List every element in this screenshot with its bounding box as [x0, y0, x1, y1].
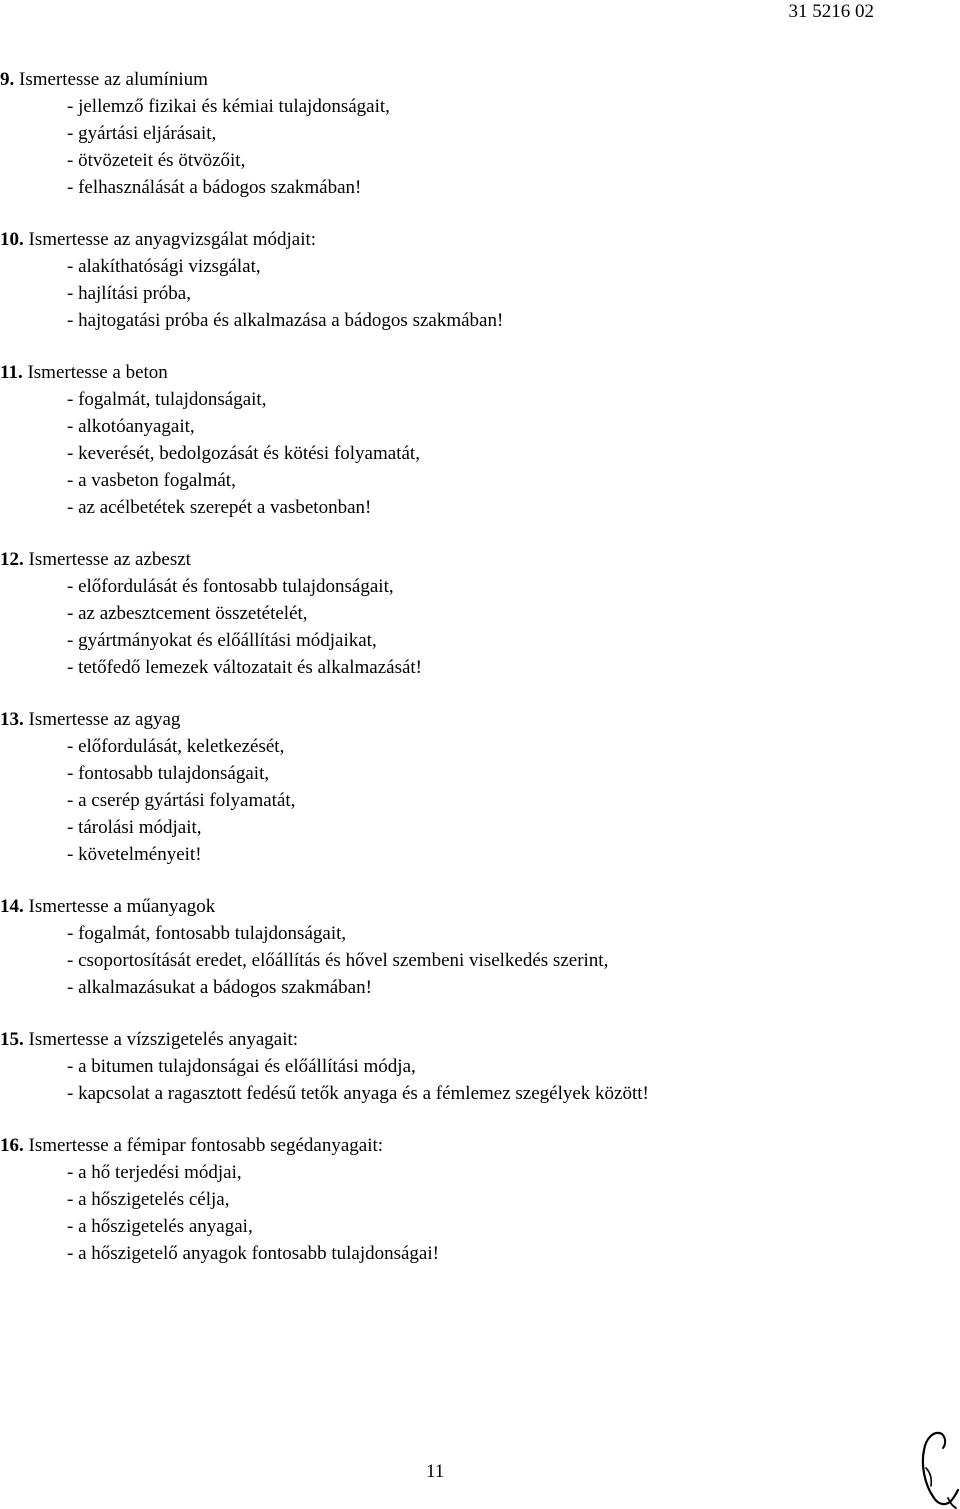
- question-item: - a bitumen tulajdonságai és előállítási módja,: [67, 1056, 416, 1077]
- question-13: [0, 706, 960, 868]
- question-10: [0, 226, 960, 334]
- question-heading: [0, 226, 960, 253]
- question-heading: [0, 359, 960, 386]
- signature-mark-icon: [912, 1428, 960, 1509]
- question-number: 9.: [0, 69, 15, 90]
- question-item: - felhasználását a bádogos szakmában!: [67, 177, 362, 198]
- question-title: Ismertesse az agyag: [28, 709, 181, 730]
- page-number: 11: [426, 1461, 445, 1482]
- question-item: - fontosabb tulajdonságait,: [67, 763, 270, 784]
- question-item: - kapcsolat a ragasztott fedésű tetők anyaga és a fémlemez szegélyek között!: [67, 1083, 649, 1104]
- question-title: Ismertesse a beton: [27, 362, 168, 383]
- question-number: 14.: [0, 896, 24, 917]
- question-title: Ismertesse az alumínium: [19, 69, 208, 90]
- question-item: - a cserép gyártási folyamatát,: [67, 790, 296, 811]
- question-number: 13.: [0, 709, 24, 730]
- question-heading: [0, 546, 960, 573]
- question-item: - alakíthatósági vizsgálat,: [67, 256, 261, 277]
- question-item: - az azbesztcement összetételét,: [67, 603, 308, 624]
- question-item: - a hőszigetelés célja,: [67, 1189, 230, 1210]
- question-item: - a hő terjedési módjai,: [67, 1162, 242, 1183]
- question-item: - hajlítási próba,: [67, 283, 191, 304]
- question-heading: [0, 893, 960, 920]
- question-item: - a hőszigetelés anyagai,: [67, 1216, 253, 1237]
- question-heading: [0, 1132, 960, 1159]
- question-title: Ismertesse a műanyagok: [28, 896, 216, 917]
- question-12: [0, 546, 960, 681]
- question-title: Ismertesse a fémipar fontosabb segédanyagait:: [28, 1135, 384, 1156]
- question-number: 10.: [0, 229, 24, 250]
- question-item: - ötvözeteit és ötvözőit,: [67, 150, 246, 171]
- question-item: - hajtogatási próba és alkalmazása a bádogos szakmában!: [67, 310, 504, 331]
- question-number: 16.: [0, 1135, 24, 1156]
- question-item: - gyártmányokat és előállítási módjaikat,: [67, 630, 377, 651]
- question-list: [0, 66, 960, 1292]
- question-heading: [0, 706, 960, 733]
- question-number: 15.: [0, 1029, 24, 1050]
- question-15: [0, 1026, 960, 1107]
- question-heading: [0, 66, 960, 93]
- question-heading: [0, 1026, 960, 1053]
- question-number: 11.: [0, 362, 23, 383]
- question-item: - a vasbeton fogalmát,: [67, 470, 236, 491]
- question-item: - előfordulását, keletkezését,: [67, 736, 285, 757]
- question-9: [0, 66, 960, 201]
- question-item: - követelményeit!: [67, 844, 202, 865]
- question-item: - gyártási eljárásait,: [67, 123, 217, 144]
- question-title: Ismertesse az azbeszt: [28, 549, 191, 570]
- question-item: - fogalmát, tulajdonságait,: [67, 389, 267, 410]
- question-item: - fogalmát, fontosabb tulajdonságait,: [67, 923, 347, 944]
- question-11: [0, 359, 960, 521]
- question-item: - alkotóanyagait,: [67, 416, 195, 437]
- question-item: - alkalmazásukat a bádogos szakmában!: [67, 977, 372, 998]
- question-item: - keverését, bedolgozását és kötési folyamatát,: [67, 443, 420, 464]
- question-item: - a hőszigetelő anyagok fontosabb tulajdonságai!: [67, 1243, 439, 1264]
- question-title: Ismertesse az anyagvizsgálat módjait:: [28, 229, 317, 250]
- document-code: 31 5216 02: [788, 1, 874, 22]
- question-14: [0, 893, 960, 1001]
- question-item: - az acélbetétek szerepét a vasbetonban!: [67, 497, 372, 518]
- question-item: - tárolási módjait,: [67, 817, 202, 838]
- question-item: - tetőfedő lemezek változatait és alkalmazását!: [67, 657, 423, 678]
- question-item: - jellemző fizikai és kémiai tulajdonságait,: [67, 96, 390, 117]
- question-title: Ismertesse a vízszigetelés anyagait:: [28, 1029, 299, 1050]
- question-number: 12.: [0, 549, 24, 570]
- question-16: [0, 1132, 960, 1267]
- question-item: - előfordulását és fontosabb tulajdonságait,: [67, 576, 394, 597]
- question-item: - csoportosítását eredet, előállítás és hővel szembeni viselkedés szerint,: [67, 950, 609, 971]
